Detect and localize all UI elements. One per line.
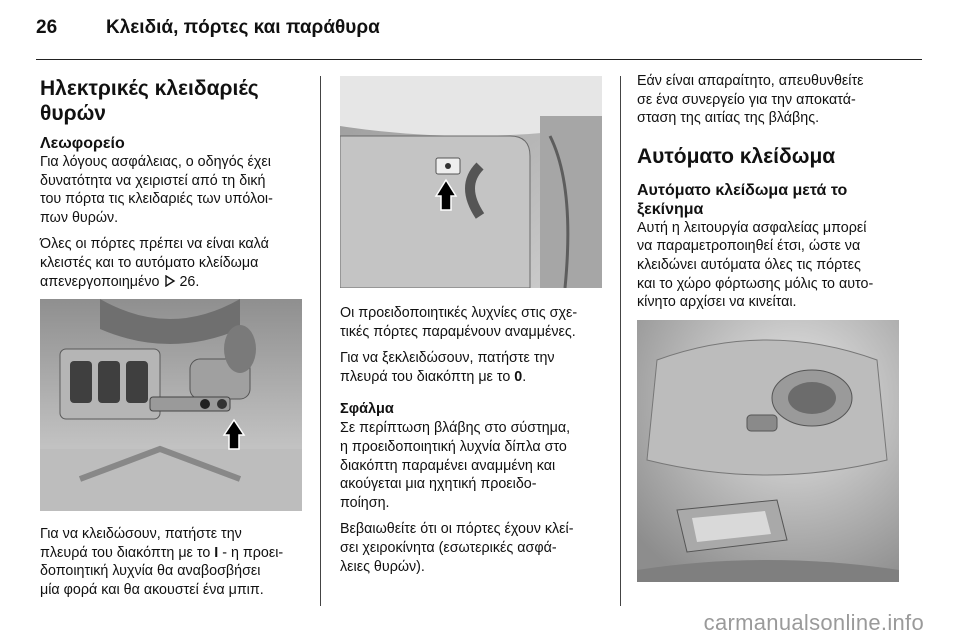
watermark: carmanualsonline.info — [703, 610, 924, 635]
heading-line: θυρών — [40, 102, 106, 125]
text-line: Οι προειδοποιητικές λυχνίες στις σχε- — [340, 305, 578, 321]
text-line: σταση της αιτίας της βλάβης. — [637, 110, 820, 127]
text-line: και το χώρο φόρτωσης μόλις το αυτο- — [637, 275, 874, 292]
text-fragment: πλευρά του διακόπτη με το — [340, 368, 515, 385]
column-2 — [340, 70, 612, 584]
subheading-auto-lock-start — [637, 181, 923, 219]
text-line: δυνατότητα να χειριστεί από τη δική — [40, 172, 266, 189]
text-line: διακόπτη παραμένει αναμμένη και — [340, 457, 556, 474]
paragraph-unlock — [340, 349, 612, 386]
text-line: μία φορά και θα ακουστεί ένα μπιπ. — [40, 581, 264, 598]
caption-lock — [40, 525, 312, 599]
text-line: τικές πόρτες παραμένουν αναμμένες. — [340, 323, 576, 340]
text-line: να παραμετροποιηθεί έτσι, ώστε να — [637, 238, 861, 255]
text-line: Βεβαιωθείτε ότι οι πόρτες έχουν κλεί- — [340, 521, 574, 538]
heading-line: Αυτόματο κλείδωμα μετά το — [637, 181, 848, 199]
text-line — [340, 368, 612, 387]
text-line: κίνητο αρχίσει να κινείται. — [637, 294, 797, 311]
chapter-title: Κλειδιά, πόρτες και παράθυρα — [106, 17, 380, 38]
paragraph-check-doors — [340, 520, 612, 576]
text-line: ακούγεται μια ηχητική προειδο- — [340, 476, 537, 493]
text-fragment: . — [522, 368, 527, 385]
heading-line: Ηλεκτρικές κλειδαριές — [40, 77, 259, 100]
text-line: σει χειροκίνητα (εσωτερικές ασφά- — [340, 539, 557, 556]
ceiling-light-console-photo — [637, 320, 899, 582]
page-header — [36, 10, 380, 46]
paragraph-warning-lights — [340, 304, 612, 341]
text-line: πων θυρών. — [40, 209, 119, 226]
dashboard-switch-panel-photo — [40, 299, 302, 511]
subheading-fault: Σφάλμα — [340, 401, 394, 418]
text-fragment: - η προει- — [218, 544, 284, 561]
text-line: Για να ξεκλειδώσουν, πατήστε την — [340, 350, 555, 367]
paragraph-auto-lock — [637, 219, 923, 312]
paragraph-doors-closed — [40, 235, 312, 291]
text-line — [40, 273, 312, 292]
text-line: λειες θυρών). — [340, 558, 425, 575]
header-rule — [36, 59, 922, 60]
page-number: 26 — [36, 17, 58, 38]
heading-line: ξεκίνημα — [637, 200, 704, 218]
text-line: Όλες οι πόρτες πρέπει να είναι καλά — [40, 236, 269, 253]
text-fragment: απενεργοποιημένο — [40, 273, 160, 290]
section-heading-auto-lock: Αυτόματο κλείδωμα — [637, 144, 836, 168]
text-line: Για λόγους ασφάλειας, ο οδηγός έχει — [40, 154, 271, 170]
lock-symbol: I — [214, 544, 219, 561]
page-reference-number: 26. — [179, 273, 200, 290]
text-line: Για να κλειδώσουν, πατήστε την — [40, 526, 242, 543]
text-line: ποίηση. — [340, 494, 390, 511]
subheading-bus: Λεωφορείο — [40, 135, 125, 152]
paragraph-fault — [340, 419, 612, 512]
text-line: Σε περίπτωση βλάβης στο σύστημα, — [340, 420, 571, 437]
text-line: κλειδώνει αυτόματα όλες τις πόρτες — [637, 256, 861, 273]
paragraph-safety — [40, 153, 312, 227]
section-heading-door-locks — [40, 76, 312, 126]
text-line: σε ένα συνεργείο για την αποκατά- — [637, 91, 856, 108]
text-line: κλειστές και το αυτόματο κλείδωμα — [40, 254, 259, 271]
text-line: του πόρτα τις κλειδαριές των υπόλοι- — [40, 191, 273, 208]
column-divider-1 — [320, 76, 321, 606]
paragraph-workshop — [637, 72, 923, 128]
text-line: Εάν είναι απαραίτητο, απευθυνθείτε — [637, 73, 864, 89]
column-1 — [40, 70, 312, 608]
text-line: Αυτή η λειτουργία ασφαλείας μπορεί — [637, 219, 867, 236]
text-line: δοποιητική λυχνία θα αναβοσβήσει — [40, 563, 261, 580]
column-3 — [637, 70, 923, 582]
text-line — [40, 544, 312, 563]
text-fragment: πλευρά του διακόπτη με το — [40, 544, 215, 561]
column-divider-2 — [620, 76, 621, 606]
page-reference-icon — [164, 275, 176, 287]
unlock-symbol: 0 — [514, 368, 523, 385]
door-panel-switch-photo — [340, 76, 602, 288]
text-line: η προειδοποιητική λυχνία δίπλα στο — [340, 438, 567, 455]
